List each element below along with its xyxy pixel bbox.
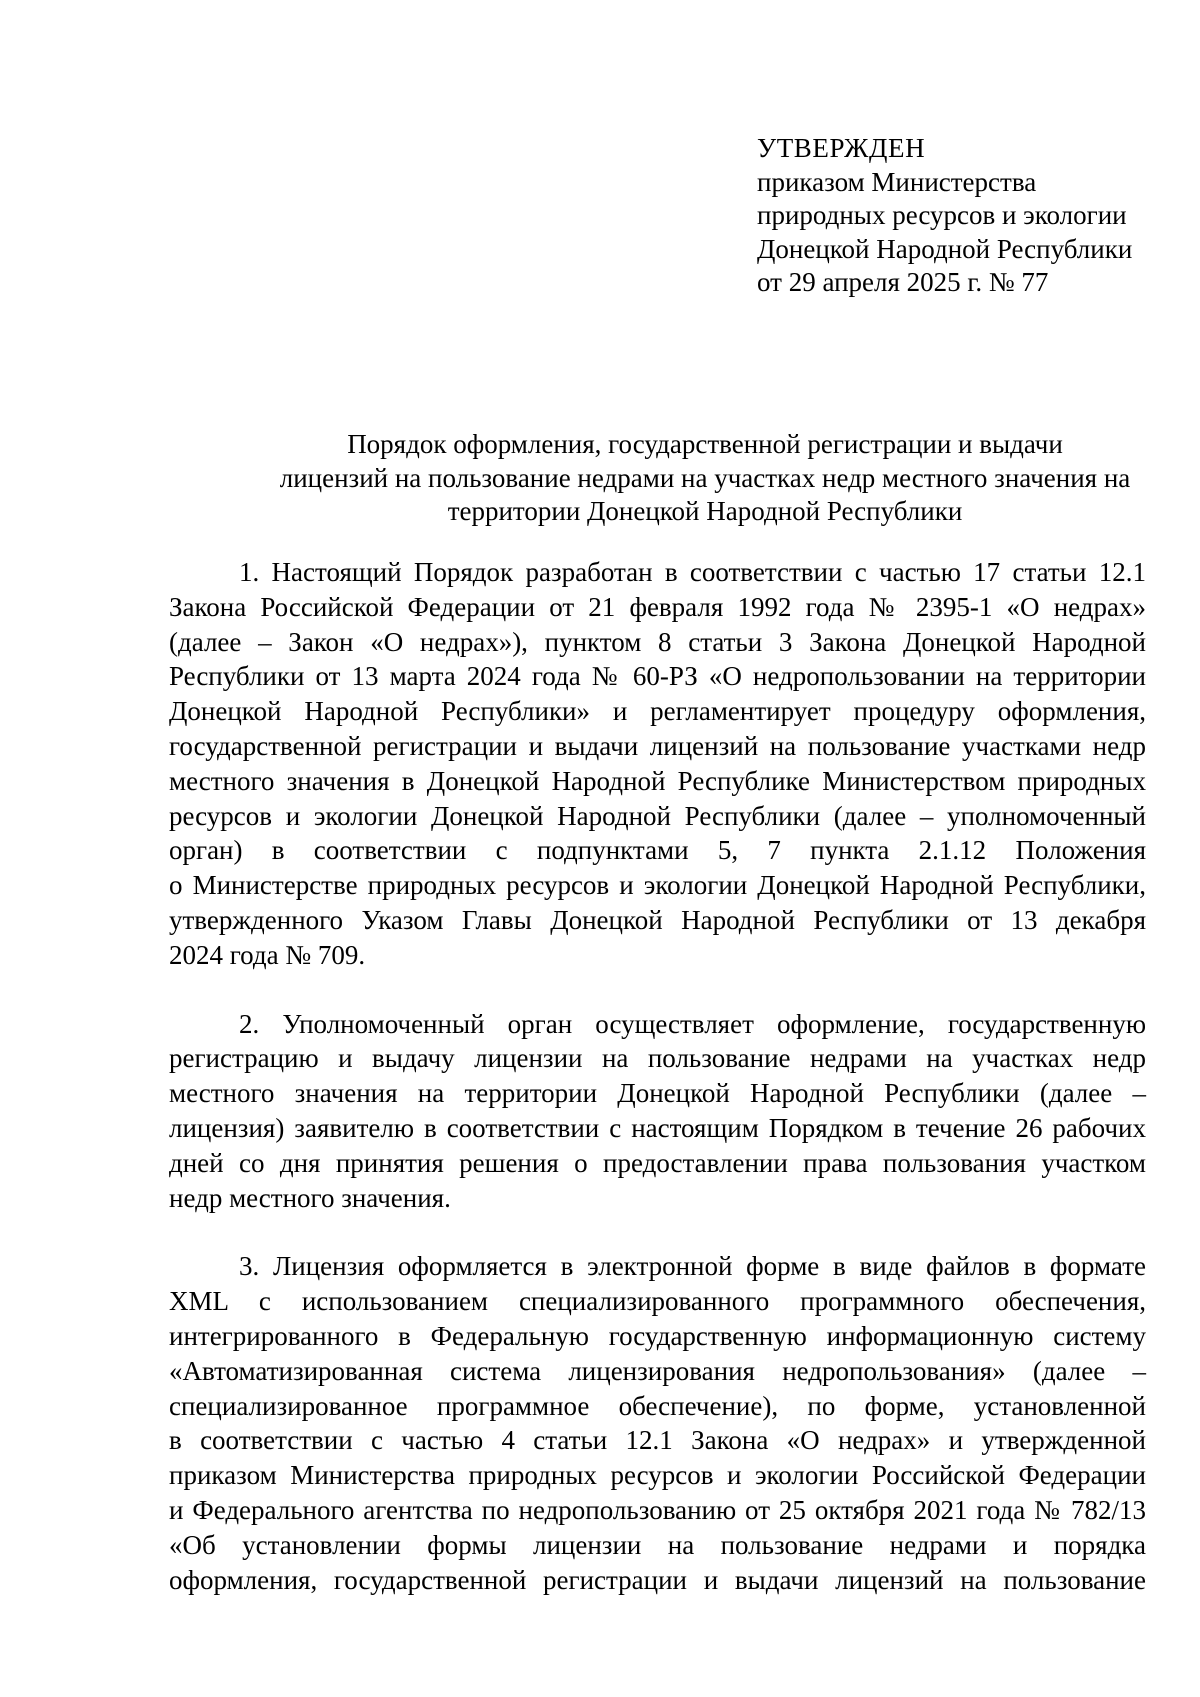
paragraph-line: XML с использованием специализированного программного обеспечения, xyxy=(169,1286,1146,1317)
approval-line: от 29 апреля 2025 г. № 77 xyxy=(757,267,1049,297)
paragraph-line: приказом Министерства природных ресурсов и экологии Российской Федерации xyxy=(169,1460,1146,1491)
paragraph-1 xyxy=(169,555,1146,973)
paragraph-line: лицензия) заявителю в соответствии с настоящим Порядком в течение 26 рабочих xyxy=(169,1112,1146,1143)
paragraph-line: 2. Уполномоченный орган осуществляет оформление, государственную xyxy=(239,1008,1146,1039)
title-line: территории Донецкой Народной Республики xyxy=(447,496,963,526)
paragraph-line: оформления, государственной регистрации и выдачи лицензий на пользование xyxy=(169,1564,1146,1595)
paragraph-line: государственной регистрации и выдачи лицензий на пользование участками недр xyxy=(169,730,1146,761)
paragraph-line: 3. Лицензия оформляется в электронной форме в виде файлов в формате xyxy=(239,1251,1146,1282)
paragraph-line: 1. Настоящий Порядок разработан в соответствии с частью 17 статьи 12.1 xyxy=(239,557,1146,587)
paragraph-3 xyxy=(169,1249,1146,1597)
paragraph-2 xyxy=(169,1007,1146,1216)
paragraph-line: в соответствии с частью 4 статьи 12.1 Закона «О недрах» и утвержденной xyxy=(169,1425,1146,1456)
approval-title: УТВЕРЖДЕН xyxy=(757,133,926,163)
paragraph-line: 2024 года № 709. xyxy=(169,939,366,970)
paragraph-line: «Автоматизированная система лицензирования недропользования» (далее – xyxy=(169,1355,1146,1386)
paragraph-line: Донецкой Народной Республики» и регламентирует процедуру оформления, xyxy=(169,696,1146,727)
paragraph-line: «Об установлении формы лицензии на пользование недрами и порядка xyxy=(169,1529,1146,1560)
paragraph-line: регистрацию и выдачу лицензии на пользование недрами на участках недр xyxy=(169,1043,1146,1074)
paragraph-line: (далее – Закон «О недрах»), пунктом 8 статьи 3 Закона Донецкой Народной xyxy=(169,626,1146,657)
title-line: лицензий на пользование недрами на участках недр местного значения на xyxy=(279,462,1131,493)
paragraph-line: дней со дня принятия решения о предоставлении права пользования участком xyxy=(169,1147,1146,1178)
paragraph-line: и Федерального агентства по недропользованию от 25 октября 2021 года № 782/13 xyxy=(169,1494,1146,1525)
approval-line: Донецкой Народной Республики xyxy=(757,233,1133,264)
paragraph-line: местного значения в Донецкой Народной Республике Министерством природных xyxy=(169,765,1146,796)
paragraph-line: специализированное программное обеспечение), по форме, установленной xyxy=(169,1390,1146,1421)
paragraph-line: Республики от 13 марта 2024 года № 60-РЗ «О недропользовании на территории xyxy=(169,661,1146,692)
title-line: Порядок оформления, государственной регистрации и выдачи xyxy=(347,429,1063,459)
document-title xyxy=(240,428,1170,529)
approval-line: приказом Министерства xyxy=(757,166,1037,197)
paragraph-line: местного значения на территории Донецкой Народной Республики (далее – xyxy=(169,1078,1146,1109)
paragraph-line: Закона Российской Федерации от 21 февраля 1992 года № 2395-1 «О недрах» xyxy=(169,591,1146,622)
approval-stamp xyxy=(757,132,1132,300)
paragraph-line: орган) в соответствии с подпунктами 5, 7 пункта 2.1.12 Положения xyxy=(169,835,1146,866)
document-body xyxy=(169,555,1146,1631)
paragraph-line: недр местного значения. xyxy=(169,1182,451,1213)
approval-line: природных ресурсов и экологии xyxy=(757,200,1127,230)
paragraph-line: интегрированного в Федеральную государственную информационную систему xyxy=(169,1320,1146,1351)
paragraph-line: о Министерстве природных ресурсов и экологии Донецкой Народной Республики, xyxy=(169,870,1146,901)
paragraph-line: ресурсов и экологии Донецкой Народной Республики (далее – уполномоченный xyxy=(169,800,1146,831)
paragraph-line: утвержденного Указом Главы Донецкой Народной Республики от 13 декабря xyxy=(169,904,1146,935)
